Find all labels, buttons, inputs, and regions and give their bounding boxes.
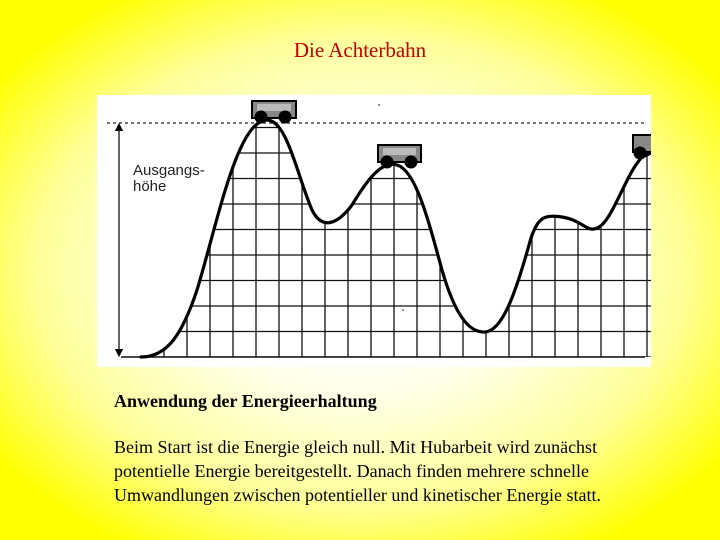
page-title: Die Achterbahn bbox=[293, 38, 427, 62]
section-heading: Anwendung der Energieerhaltung bbox=[114, 391, 377, 411]
height-label-line1: Ausgangs- bbox=[133, 162, 205, 179]
speck bbox=[402, 309, 404, 311]
paragraph-line-1: Beim Start ist die Energie gleich null. Mit Hubarbeit wird zunächst bbox=[114, 437, 598, 457]
grid bbox=[97, 95, 651, 357]
height-label-line2: höhe bbox=[133, 178, 167, 195]
description-paragraph bbox=[114, 435, 704, 507]
roller-coaster-diagram bbox=[97, 95, 651, 367]
paragraph-line-3: Umwandlungen zwischen potentieller und kinetischer Energie statt. bbox=[114, 485, 602, 505]
paragraph-line-2: potentielle Energie bereitgestellt. Danach finden mehrere schnelle bbox=[114, 461, 589, 481]
roller-coaster-svg bbox=[97, 95, 651, 367]
coaster-car-1 bbox=[252, 101, 296, 124]
speck bbox=[378, 104, 380, 106]
